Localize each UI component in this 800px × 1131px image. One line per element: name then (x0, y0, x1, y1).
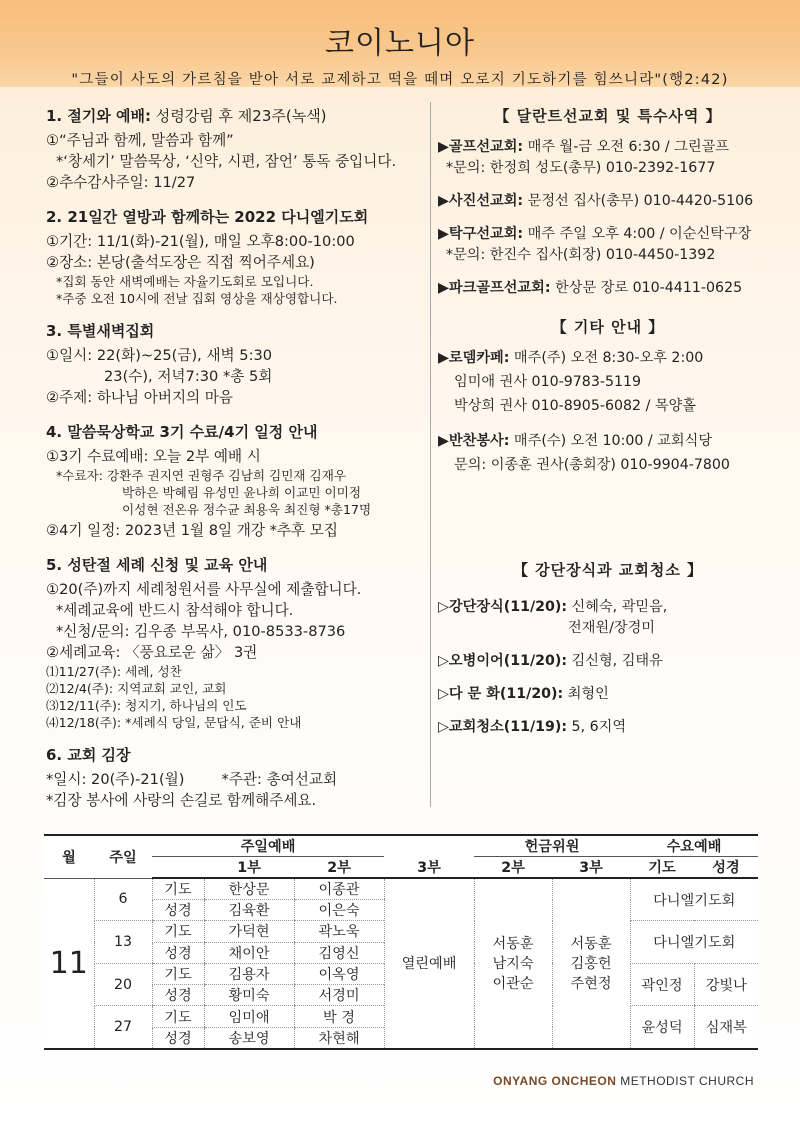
header-part2: 2부 (294, 857, 384, 879)
altar-title: 【 강단장식과 교회청소 】 (512, 561, 704, 579)
etc-title: 【 기타 안내 】 (551, 318, 665, 336)
section-5-line: ②세례교육: 〈풍요로운 삶〉 3권 (46, 644, 258, 661)
role-label: 기도 (152, 878, 204, 900)
graduates-line: *수료자: 강환주 권지연 권형주 김남희 김민재 김재우 (56, 468, 347, 483)
altar-label: ▷강단장식(11/20): (438, 599, 568, 615)
side-dish-contact: 문의: 이종훈 권사(총회장) 010-9904-7800 (454, 457, 730, 473)
section-6 (46, 745, 426, 811)
header-wed-pray: 기도 (630, 857, 694, 879)
mission-label: ▶파크골프선교회: (438, 280, 551, 296)
section-3-line: ②주제: 하나님 아버지의 마음 (46, 389, 233, 406)
section-5-line: *신청/문의: 김우종 부목사, 010-8533-8736 (56, 623, 346, 640)
role-label: 성경 (152, 942, 204, 963)
altar-label: ▷교회청소(11/19): (438, 719, 568, 735)
section-2-title: 2. 21일간 열방과 함께하는 2022 다니엘기도회 (46, 208, 369, 226)
altar-text-2: 전재원/장경미 (568, 620, 656, 636)
mission-text: 한상문 장로 010-4411-0625 (550, 280, 743, 296)
altar-item (438, 597, 778, 639)
graduates-line: 이성현 전온유 정수균 최용욱 최진형 *총17명 (122, 502, 372, 517)
mission-sub: *문의: 한정희 성도(총무) 010-2392-1677 (446, 160, 716, 176)
service-schedule-table (44, 834, 758, 1050)
table-cell: 차현해 (294, 1027, 384, 1049)
table-cell: 황미숙 (204, 985, 294, 1006)
table-cell: 한상문 (204, 878, 294, 900)
role-label: 기도 (152, 1006, 204, 1027)
wed-read-cell: 강빛나 (694, 963, 758, 1006)
section-5 (46, 555, 426, 731)
section-1-title-rest: 성령강림 후 제23주(녹색) (151, 107, 327, 125)
third-service-cell: 열린예배 (384, 878, 474, 1049)
table-cell: 김영신 (294, 942, 384, 963)
footer-brand: ONYANG ONCHEON (493, 1074, 617, 1088)
graduates-line: 박하은 박혜림 유성민 윤나희 이교민 이미정 (122, 485, 361, 500)
altar-text: 최형인 (563, 686, 609, 702)
table-cell: 채이안 (204, 942, 294, 963)
section-2-note: *집회 동안 새벽예배는 자율기도회로 모입니다. (56, 274, 314, 289)
header-banner (0, 0, 800, 87)
mission-item (438, 137, 778, 179)
altar-item (438, 651, 778, 672)
wed-cell: 다니엘기도회 (630, 921, 758, 964)
table-cell: 이종관 (294, 878, 384, 900)
section-3-line: 23(수), 저녁7:30 *총 5회 (104, 368, 273, 385)
offering-name: 김홍헌 (570, 956, 612, 973)
table-cell: 송보영 (204, 1027, 294, 1049)
section-1-line: ②추수감사주일: 11/27 (46, 174, 196, 191)
table-cell: 가덕현 (204, 921, 294, 942)
education-item: ⑶12/11(주): 청지기, 하나님의 인도 (46, 698, 247, 713)
altar-text: 5, 6지역 (567, 719, 627, 735)
offering-name: 주현정 (570, 976, 612, 993)
table-cell: 이옥영 (294, 963, 384, 984)
altar-item (438, 684, 778, 705)
mission-item (438, 191, 778, 212)
altar-text: 신혜숙, 곽믿음, (567, 599, 668, 615)
section-4-line: ①3기 수료예배: 오늘 2부 예배 시 (46, 448, 261, 465)
mission-item (438, 224, 778, 266)
header-offering-3: 3부 (552, 857, 630, 879)
mission-item (438, 278, 778, 299)
section-4-title: 4. 말씀묵상학교 3기 수료/4기 일정 안내 (46, 423, 318, 441)
section-6-title: 6. 교회 김장 (46, 746, 131, 764)
header-wednesday: 수요예배 (630, 835, 758, 857)
week-cell: 6 (94, 878, 152, 921)
altar-item (438, 717, 778, 738)
header-sunday-service: 주일예배 (152, 835, 384, 857)
wed-read-cell: 심재복 (694, 1006, 758, 1049)
week-cell: 27 (94, 1006, 152, 1049)
section-2-note: *주중 오전 10시에 전날 집회 영상을 재상영합니다. (56, 291, 338, 306)
section-1-line: ①“주님과 함께, 말씀과 함께” (46, 132, 234, 149)
cafe-label: ▶로뎀카페: (438, 350, 510, 366)
header-offering: 헌금위원 (474, 835, 630, 857)
section-6-line: *일시: 20(주)-21(월) *주관: 총여선교회 (46, 771, 338, 788)
right-column (438, 106, 778, 750)
mission-text: 문정선 집사(총무) 010-4420-5106 (523, 193, 754, 209)
column-divider (430, 102, 431, 807)
role-label: 기도 (152, 963, 204, 984)
table-cell: 김육환 (204, 900, 294, 921)
wed-pray-cell: 곽인정 (630, 963, 694, 1006)
side-dish-text: 매주(수) 오전 10:00 / 교회식당 (509, 433, 713, 449)
mission-label: ▶탁구선교회: (438, 226, 524, 242)
role-label: 성경 (152, 1027, 204, 1049)
offering-3-cell (552, 878, 630, 1049)
header-part1: 1부 (204, 857, 294, 879)
section-6-line: *김장 봉사에 사랑의 손길로 함께해주세요. (46, 792, 317, 809)
education-item: ⑴11/27(주): 세례, 성찬 (46, 664, 182, 679)
mission-text: 매주 주일 오후 4:00 / 이순신탁구장 (523, 226, 752, 242)
altar-label: ▷오병이어(11/20): (438, 653, 568, 669)
table-cell: 임미애 (204, 1006, 294, 1027)
offering-name: 서동훈 (570, 936, 612, 953)
table-cell: 김용자 (204, 963, 294, 984)
role-label: 기도 (152, 921, 204, 942)
left-column (46, 106, 426, 825)
altar-label: ▷다 문 화(11/20): (438, 686, 564, 702)
week-cell: 20 (94, 963, 152, 1006)
header-part3: 3부 (384, 857, 474, 879)
table-cell: 이은숙 (294, 900, 384, 921)
education-item: ⑵12/4(주): 지역교회 교인, 교회 (46, 681, 227, 696)
side-dish-info (438, 431, 778, 476)
section-4-line: ②4기 일정: 2023년 1월 8일 개강 *추후 모집 (46, 522, 338, 539)
offering-name: 서동훈 (492, 936, 534, 953)
week-cell: 13 (94, 921, 152, 964)
mission-label: ▶골프선교회: (438, 139, 524, 155)
table-cell: 박 경 (294, 1006, 384, 1027)
section-1-line: *‘창세기’ 말씀묵상, ‘신약, 시편, 잠언’ 통독 중입니다. (56, 153, 397, 170)
section-5-line: *세례교육에 반드시 참석해야 합니다. (56, 602, 294, 619)
section-2 (46, 207, 426, 307)
section-3 (46, 321, 426, 408)
missions-title: 【 달란트선교회 및 특수사역 】 (494, 107, 722, 125)
cafe-text: 매주(주) 오전 8:30-오후 2:00 (509, 350, 704, 366)
section-2-line: ②장소: 본당(출석도장은 직접 찍어주세요) (46, 254, 315, 271)
mission-text: 매주 월-금 오전 6:30 / 그린골프 (523, 139, 729, 155)
header-month: 월 (44, 835, 94, 878)
education-item: ⑷12/18(주): *세례식 당일, 문답식, 준비 안내 (46, 715, 302, 730)
header-offering-2: 2부 (474, 857, 552, 879)
section-5-title: 5. 성탄절 세례 신청 및 교육 안내 (46, 556, 268, 574)
side-dish-label: ▶반찬봉사: (438, 433, 510, 449)
cafe-info (438, 348, 778, 417)
month-cell: 11 (44, 878, 94, 1049)
section-1 (46, 106, 426, 193)
role-label: 성경 (152, 900, 204, 921)
wed-pray-cell: 윤성덕 (630, 1006, 694, 1049)
offering-name: 이관순 (492, 976, 534, 993)
cafe-contact: 박상희 권사 010-8905-6082 / 목양홀 (454, 398, 696, 414)
section-1-title: 1. 절기와 예배: (46, 107, 152, 125)
header-verse: "그들이 사도의 가르침을 받아 서로 교제하고 떡을 떼며 오로지 기도하기를 힘쓰니라"(행2:42) (71, 72, 729, 88)
offering-2-cell (474, 878, 552, 1049)
role-label: 성경 (152, 985, 204, 1006)
mission-label: ▶사진선교회: (438, 193, 524, 209)
altar-text: 김신형, 김태유 (567, 653, 663, 669)
section-3-title: 3. 특별새벽집회 (46, 322, 155, 340)
mission-sub: *문의: 한진수 집사(회장) 010-4450-1392 (446, 247, 716, 263)
section-3-line: ①일시: 22(화)~25(금), 새벽 5:30 (46, 347, 273, 364)
section-4 (46, 422, 426, 541)
page-title: 코이노니아 (325, 26, 475, 61)
table-cell: 곽노욱 (294, 921, 384, 942)
offering-name: 남지숙 (492, 956, 534, 973)
section-5-line: ①20(주)까지 세례청원서를 사무실에 제출합니다. (46, 581, 362, 598)
church-footer (493, 1074, 754, 1088)
footer-suffix: METHODIST CHURCH (616, 1074, 754, 1088)
header-wed-read: 성경 (694, 857, 758, 879)
header-week: 주일 (94, 835, 152, 878)
section-2-line: ①기간: 11/1(화)-21(월), 매일 오후8:00-10:00 (46, 233, 355, 250)
wed-cell: 다니엘기도회 (630, 878, 758, 921)
table-cell: 서경미 (294, 985, 384, 1006)
cafe-contact: 임미애 권사 010-9783-5119 (454, 374, 642, 390)
